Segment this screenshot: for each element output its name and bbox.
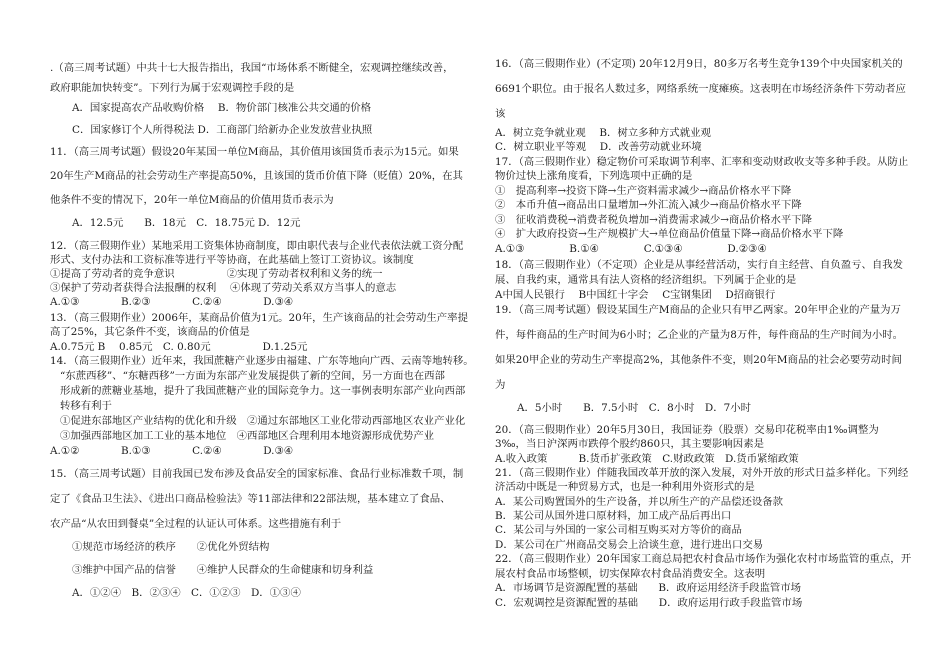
q16-stem-line-1: 16．（高三假期作业）(不定项) 20年12月9日，80多万名考生竞争139个中央国家机关的 [495,58,903,70]
q11-stem-line-3: 他条件不变的情况下，20年一单位M商品的价值用货币表示为 [50,194,334,206]
q17-item-2: ② 本币升值→商品出口量增加→外汇流入减少→商品价格水平下降 [495,199,802,211]
q22-stem-line-1: 22．（高三假期作业）20年国家工商总局把农村食品市场作为强化农村市场监管的重点，开 [495,553,912,565]
q14-stem-line-4: 转移有利于 [60,400,112,412]
q14-items-1-2: ①促进东部地区产业结构的优化和升级 ②通过东部地区工业化带动西部地区农业产业化 [60,415,466,427]
q22-options-ab: A．市场调节是资源配置的基础 B．政府运用经济手段监管市场 [495,582,802,594]
q17-options: A.①③ B.①④ C.①③④ D.②③④ [495,243,767,255]
q11-stem-line-1: 11．（高三周考试题）假设20年某国一单位M商品，其价值用该国货币表示为15元。如果 [50,146,459,158]
q13-stem-line-1: 13．（高三假期作业）2006年，某商品价值为1元。20年，生产该商品的社会劳动生产率提 [50,312,468,324]
q21-option-a: A．某公司购置国外的生产设备，并以所生产的产品偿还设备款 [495,496,784,508]
q10-stem-line-2: 政府职能加快转变”。下列行为属于宏观调控手段的是 [50,82,295,94]
q19-stem-line-1: 19．（高三周考试题）假设某国生产M商品的企业只有甲乙两家。20年甲企业的产量为万 [495,304,901,316]
q16-stem-line-3: 该 [495,108,506,120]
q15-stem-line-2: 定了《食品卫生法》、《进出口商品检验法》等11部法律和22部法规，基本建立了食品、 [50,493,451,505]
q17-item-4: ④ 扩大政府投资→生产规模扩大→单位商品价值量下降→商品价格水平下降 [495,228,844,240]
q16-options-cd: C．树立职业平等观 D．改善劳动就业环境 [495,141,702,153]
q20-options: A.收入政策 B.货币扩张政策 C.财政政策 D.货币紧缩政策 [495,453,799,465]
q10-stem-line-1: .（高三周考试题）中共十七大报告指出，我国“市场体系不断健全，宏观调控继续改善， [50,62,454,74]
q19-stem-line-4: 为 [495,379,506,391]
q18-stem-line-2: 展、自我约束，通常具有法人资格的经济组织。下列属于企业的是 [495,274,797,286]
q18-options: A中国人民银行 B中国红十字会 C宝钢集团 D招商银行 [495,289,776,301]
q20-stem-line-1: 20．（高三假期作业）20年5月30日，我国证券（股票）交易印花税率由1‰调整为 [495,424,879,436]
q13-options: A.0.75元 B 0.85元 C. 0.80元 D.1.25元 [50,341,308,353]
q14-stem-line-2: “东蔗西移”、“东糖西移”一方面为东部产业发展提供了新的空间，另一方面也在西部 [60,370,445,382]
q12-items-1-2: ①提高了劳动者的竞争意识 ②实现了劳动者权利和义务的统一 [50,268,383,280]
q19-stem-line-2: 件，每件商品的生产时间为6小时；乙企业的产量为8万件，每件商品的生产时间为小时。 [495,329,904,341]
q16-stem-line-2: 6691个职位。由于报名人数过多，网络系统一度瘫痪。这表明在市场经济条件下劳动者应 [495,83,906,95]
q10-options-ab: A．国家提高农产品收购价格 B．物价部门核准公共交通的价格 [72,102,371,114]
q14-stem-line-3: 形成新的蔗糖业基地，提升了我国蔗糖产业的国际竞争力。这一事例表明东部产业向西部 [60,385,466,397]
q20-stem-line-2: 3‰，当日沪深两市跌停个股约860只，其主要影响因素是 [495,438,764,450]
q21-option-d: D．某公司在广州商品交易会上洽谈生意，进行进出口交易 [495,539,764,551]
q19-stem-line-3: 如果20甲企业的劳动生产率提高2%，其他条件不变，则20年M商品的社会必要劳动时间 [495,354,902,366]
q15-options: A．①②④ B．②③④ C．①②③ D．①③④ [72,587,301,599]
q16-options-ab: A．树立竞争就业观 B．树立多种方式就业观 [495,127,711,139]
q14-items-3-4: ③加强西部地区加工工业的基本地位 ④西部地区合理利用本地资源形成优势产业 [60,430,435,442]
q12-items-3-4: ③保护了劳动者获得合法报酬的权利 ④体现了劳动关系双方当事人的意志 [50,282,397,294]
q21-stem-line-1: 21．（高三假期作业）伴随我国改革开放的深入发展，对外开放的形式日益多样化。下列经 [495,467,909,479]
q21-option-c: C．某公司与外国的一家公司相互购买对方等价的商品 [495,524,742,536]
q14-options: A.①② B.①③ C.②④ D.③④ [50,445,294,457]
q15-stem-line-3: 农产品“从农田到餐桌”全过程的认证认可体系。这些措施有利于 [50,518,342,530]
q17-item-1: ① 提高利率→投资下降→生产资料需求减少→商品价格水平下降 [495,185,792,197]
q19-options: A．5小时 B．7.5小时 C．8小时 D．7小时 [517,402,752,414]
q11-stem-line-2: 20年生产M商品的社会劳动生产率提高50%，且该国的货币价值下降（贬值）20%，在其 [50,170,463,182]
q17-stem-line-1: 17．（高三假期作业）稳定物价可采取调节利率、汇率和变动财政收支等多种手段。从防止 [495,156,909,168]
q12-stem-line-2: 形式、支付办法和工资标准等进行平等协商，在此基础上签订工资协议。该制度 [50,254,414,266]
q21-stem-line-2: 济活动中既是一种贸易方式，也是一种利用外资形式的是 [495,481,755,493]
q14-stem-line-1: 14．（高三假期作业）近年来，我国蔗糖产业逐步由福建、广东等地向广西、云南等地转移。 [50,355,474,367]
q10-options-cd: C．国家修订个人所得税法 D．工商部门给新办企业发放营业执照 [72,124,373,136]
q17-stem-line-2: 物价过快上涨角度看，下列选项中正确的是 [495,170,693,182]
q15-items-3-4: ③维护中国产品的信誉 ④维护人民群众的生命健康和切身利益 [72,564,374,576]
q12-stem-line-1: 12．（高三假期作业）某地采用工资集体协商制度，即由职代表与企业代表依法就工资分配 [50,240,464,252]
q15-items-1-2: ①规范市场经济的秩序 ②优化外贸结构 [72,541,270,553]
q12-options: A.①③ B.②③ C.②④ D.③④ [50,296,294,308]
q18-stem-line-1: 18．（高三假期作业）（不定项）企业是从事经营活动，实行自主经营、自负盈亏、自我发 [495,259,904,271]
q11-options: A．12.5元 B．18元 C．18.75元 D．12元 [72,217,301,229]
q17-item-3: ③ 征收消费税→消费者税负增加→消费需求减少→商品价格水平下降 [495,214,813,226]
q21-option-b: B．某公司从国外进口原材料，加工成产品后再出口 [495,510,732,522]
q15-stem-line-1: 15．（高三周考试题）目前我国已发布涉及食品安全的国家标准、食品行业标准数千项，制 [50,468,464,480]
q13-stem-line-2: 高了25%，其它条件不变，该商品的价值是 [50,326,250,338]
q22-stem-line-2: 展农村食品市场整顿，切实保障农村食品消费安全。这表明 [495,568,766,580]
q22-options-cd: C．宏观调控是资源配置的基础 D．政府运用行政手段监管市场 [495,597,803,609]
